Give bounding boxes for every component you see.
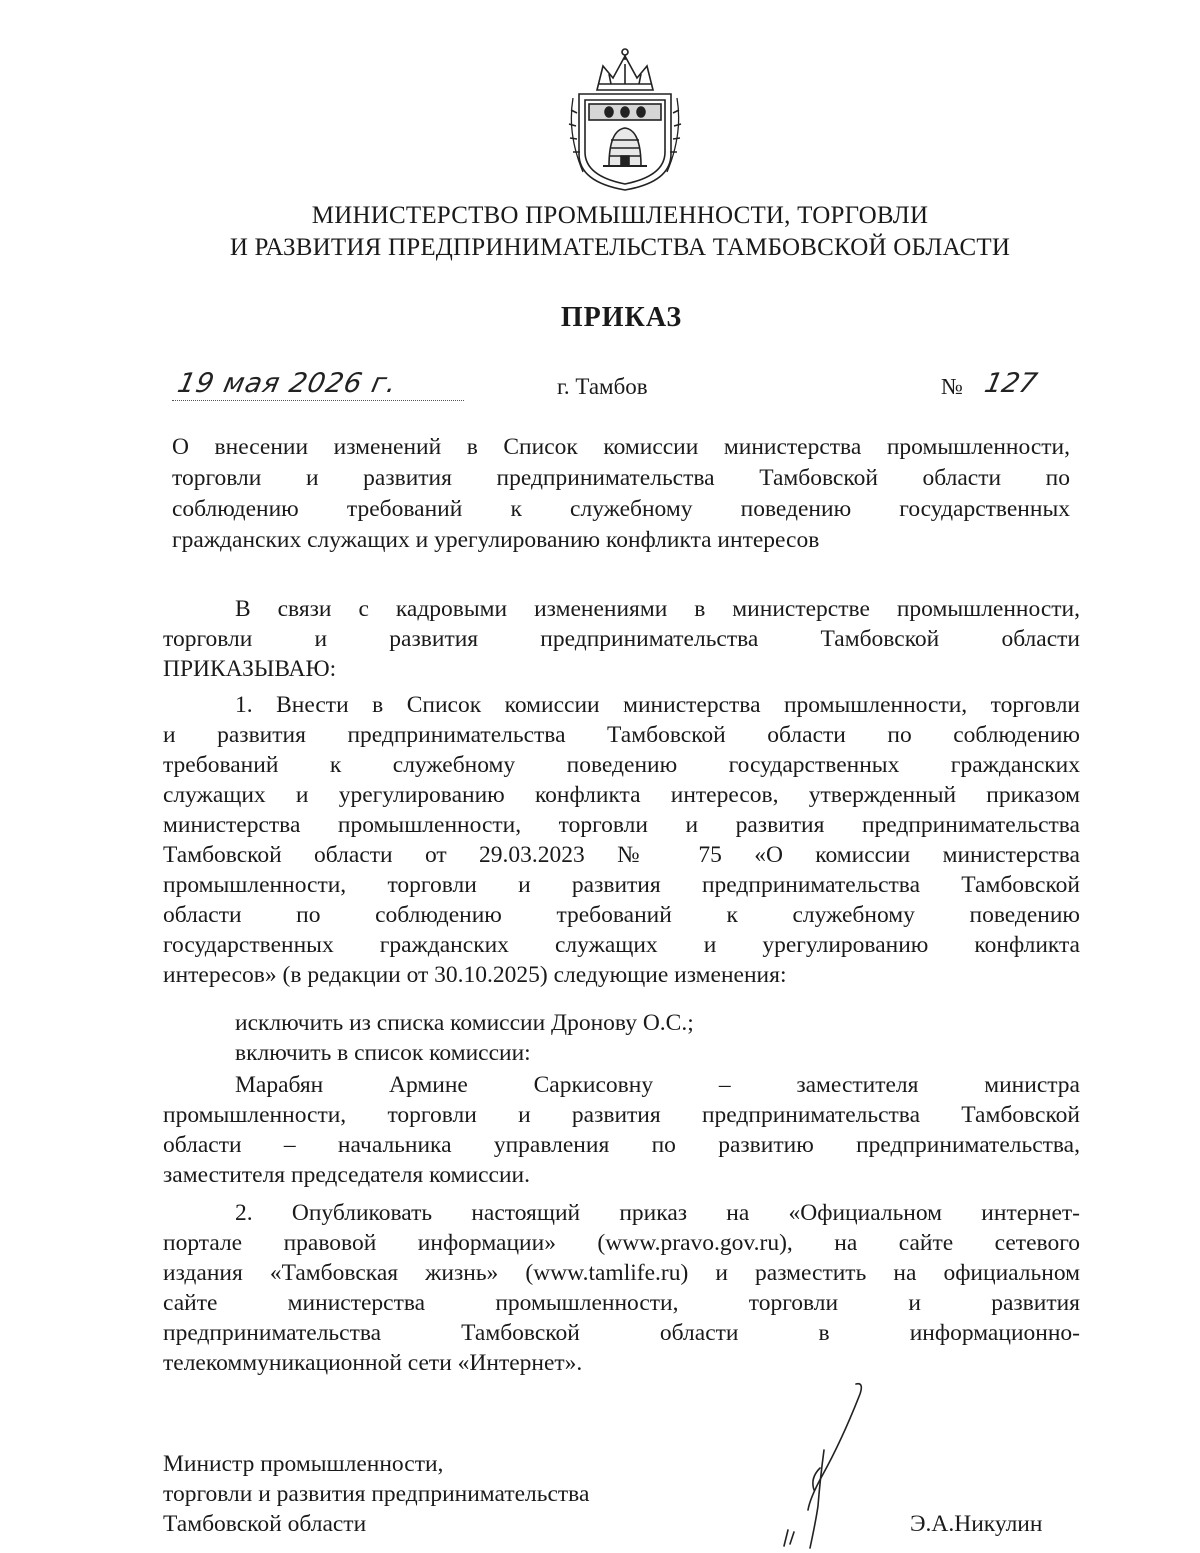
body-line: ПРИКАЗЫВАЮ:	[163, 656, 337, 682]
position-line: Тамбовской области	[163, 1511, 367, 1537]
position-line: торговли и развития предпринимательства	[163, 1481, 590, 1507]
city-label: г. Тамбов	[557, 374, 648, 399]
body-line: портале правовой информации» (www.pravo.gov.ru), на сайте сетевого	[163, 1230, 1080, 1256]
handwritten-number: 127	[981, 368, 1040, 399]
body-line: 2. Опубликовать настоящий приказ на «Официальном интернет-	[235, 1200, 1080, 1226]
body-line: 1. Внести в Список комиссии министерства промышленности, торговли	[235, 692, 1080, 718]
body-line: предпринимательства Тамбовской области в информационно-	[163, 1320, 1080, 1346]
body-line: служащих и урегулированию конфликта интересов, утвержденный приказом	[163, 782, 1080, 808]
exclude-line: исключить из списка комиссии Дронову О.С.;	[235, 1010, 694, 1036]
body-line: промышленности, торговли и развития предпринимательства Тамбовской	[163, 1102, 1080, 1128]
body-line: промышленности, торговли и развития предпринимательства Тамбовской	[163, 872, 1080, 898]
body-line: издания «Тамбовская жизнь» (www.tamlife.ru) и разместить на официальном	[163, 1260, 1080, 1286]
item-2-paragraph	[163, 1198, 1080, 1378]
document-type-title: ПРИКАЗ	[560, 302, 683, 333]
body-line: интересов» (в редакции от 30.10.2025) следующие изменения:	[163, 962, 787, 988]
ministry-name-line-2: И РАЗВИТИЯ ПРЕДПРИНИМАТЕЛЬСТВА ТАМБОВСКОЙ ОБЛАСТИ	[229, 234, 1011, 261]
body-line: сайте министерства промышленности, торговли и развития	[163, 1290, 1080, 1316]
body-line: области – начальника управления по развитию предпринимательства,	[163, 1132, 1080, 1158]
body-line: области по соблюдению требований к служебному поведению	[163, 902, 1080, 928]
signatory-position	[163, 1449, 589, 1539]
body-line: торговли и развития предпринимательства Тамбовской области	[163, 626, 1080, 652]
ministry-name-line-1: МИНИСТЕРСТВО ПРОМЫШЛЕННОСТИ, ТОРГОВЛИ	[311, 202, 929, 229]
signatory-name: Э.А.Никулин	[910, 1511, 1043, 1537]
handwritten-date: 19 мая 2026 г.	[174, 368, 401, 399]
body-line: государственных гражданских служащих и урегулированию конфликта	[163, 932, 1080, 958]
number-label: №	[941, 374, 963, 399]
new-member-paragraph	[163, 1070, 1080, 1190]
handwritten-signature	[780, 1380, 870, 1550]
subject-line: гражданских служащих и урегулированию конфликта интересов	[172, 527, 820, 553]
body-line: телекоммуникационной сети «Интернет».	[163, 1350, 583, 1376]
body-line: требований к служебному поведению государственных гражданских	[163, 752, 1080, 778]
subject-line: О внесении изменений в Список комиссии министерства промышленности,	[172, 434, 1070, 460]
coat-of-arms-emblem	[563, 44, 687, 194]
body-line: Тамбовской области от 29.03.2023 № 75 «О комиссии министерства	[163, 842, 1080, 868]
item-1-paragraph	[163, 690, 1080, 990]
body-line: Марабян Армине Саркисовну – заместителя министра	[235, 1072, 1080, 1098]
body-line: и развития предпринимательства Тамбовской области по соблюдению	[163, 722, 1080, 748]
body-line: министерства промышленности, торговли и развития предпринимательства	[163, 812, 1080, 838]
subject-line: соблюдению требований к служебному поведению государственных	[172, 496, 1070, 522]
position-line: Министр промышленности,	[163, 1451, 444, 1477]
subject-line: торговли и развития предпринимательства Тамбовской области по	[172, 465, 1070, 491]
date-underline	[172, 400, 464, 401]
include-line: включить в список комиссии:	[235, 1040, 531, 1066]
intro-paragraph	[163, 594, 1080, 684]
order-subject	[172, 432, 1070, 556]
body-line: заместителя председателя комиссии.	[163, 1162, 530, 1188]
body-line: В связи с кадровыми изменениями в министерстве промышленности,	[235, 596, 1080, 622]
